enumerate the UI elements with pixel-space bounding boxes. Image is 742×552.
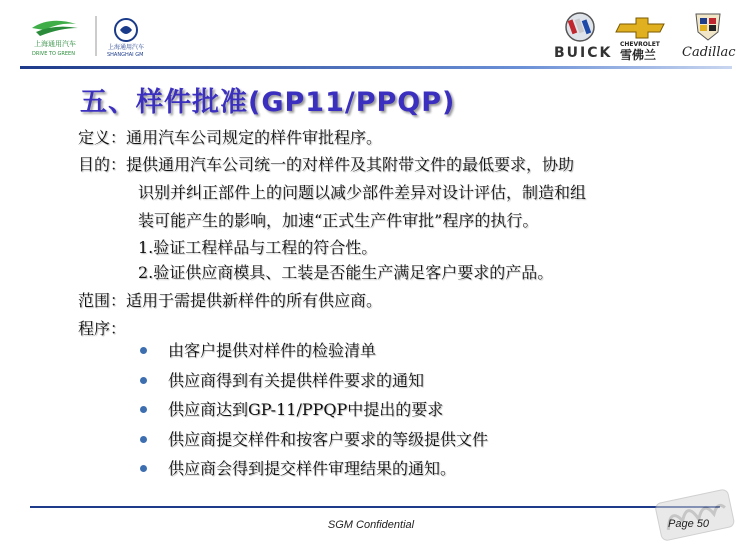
definition-line: 定义：通用汽车公司规定的样件审批程序。 <box>78 128 383 147</box>
bullet-icon <box>140 406 147 413</box>
header-rule <box>20 66 732 69</box>
footer-confidential: SGM Confidential <box>327 519 415 531</box>
brand-logos <box>548 10 738 62</box>
sgm-logo <box>30 14 170 58</box>
list-item <box>140 395 488 425</box>
chevrolet-wordmark: CHEVROLET <box>620 41 660 48</box>
purpose-line-2: 识别并纠正部件上的问题以减少部件差异对设计评估，制造和组 <box>138 183 587 202</box>
logo-caption-1: 上海通用汽车 <box>34 40 76 48</box>
step-text: 由客户提供对样件的检验清单 <box>168 341 377 360</box>
purpose-line-3: 装可能产生的影响，加速“正式生产件审批”程序的执行。 <box>138 211 539 230</box>
cadillac-crest-icon <box>696 14 720 40</box>
page-number: Page 50 <box>668 518 709 530</box>
step-text: 供应商达到GP-11/PPQP中提出的要求 <box>168 400 444 419</box>
drive-to-green-logo-icon <box>32 21 78 36</box>
chevrolet-cn-wordmark: 雪佛兰 <box>620 48 657 62</box>
procedure-steps <box>140 336 488 484</box>
buick-wordmark: BUICK <box>554 45 613 61</box>
purpose-item-1: 1.验证工程样品与工程的符合性。 <box>138 238 378 257</box>
bullet-icon <box>140 465 147 472</box>
bullet-icon <box>140 436 147 443</box>
step-text: 供应商提交样件和按客户要求的等级提供文件 <box>168 429 489 449</box>
purpose-item-2: 2.验证供应商模具、工装是否能生产满足客户要求的产品。 <box>138 263 554 282</box>
logo-caption-2: DRIVE TO GREEN <box>32 51 75 57</box>
chevrolet-bowtie-icon <box>616 18 664 38</box>
step-text: 供应商会得到提交样件审理结果的通知。 <box>168 459 457 478</box>
bullet-icon <box>140 377 147 384</box>
slide-title: 五、样件批准(GP11/PPQP) <box>80 87 456 118</box>
scope-line: 范围：适用于需提供新样件的所有供应商。 <box>78 291 383 310</box>
list-item <box>140 454 488 484</box>
purpose-line-1: 目的：提供通用汽车公司统一的对样件及其附带文件的最低要求，协助 <box>78 155 575 174</box>
cadillac-wordmark: Cadillac <box>682 45 736 60</box>
footer-rule <box>30 506 720 508</box>
watermark-stamp-icon <box>652 484 738 548</box>
step-text: 供应商得到有关提供样件要求的通知 <box>168 370 425 390</box>
logo-caption-4: SHANGHAI GM <box>107 52 144 58</box>
list-item <box>140 336 488 366</box>
buick-shield-icon <box>566 13 594 41</box>
logo-caption-3: 上海通用汽车 <box>108 44 145 51</box>
bullet-icon <box>140 347 147 354</box>
procedure-label: 程序： <box>78 319 127 338</box>
shanghai-gm-emblem-icon <box>115 19 137 41</box>
list-item <box>140 366 488 396</box>
list-item <box>140 425 488 455</box>
